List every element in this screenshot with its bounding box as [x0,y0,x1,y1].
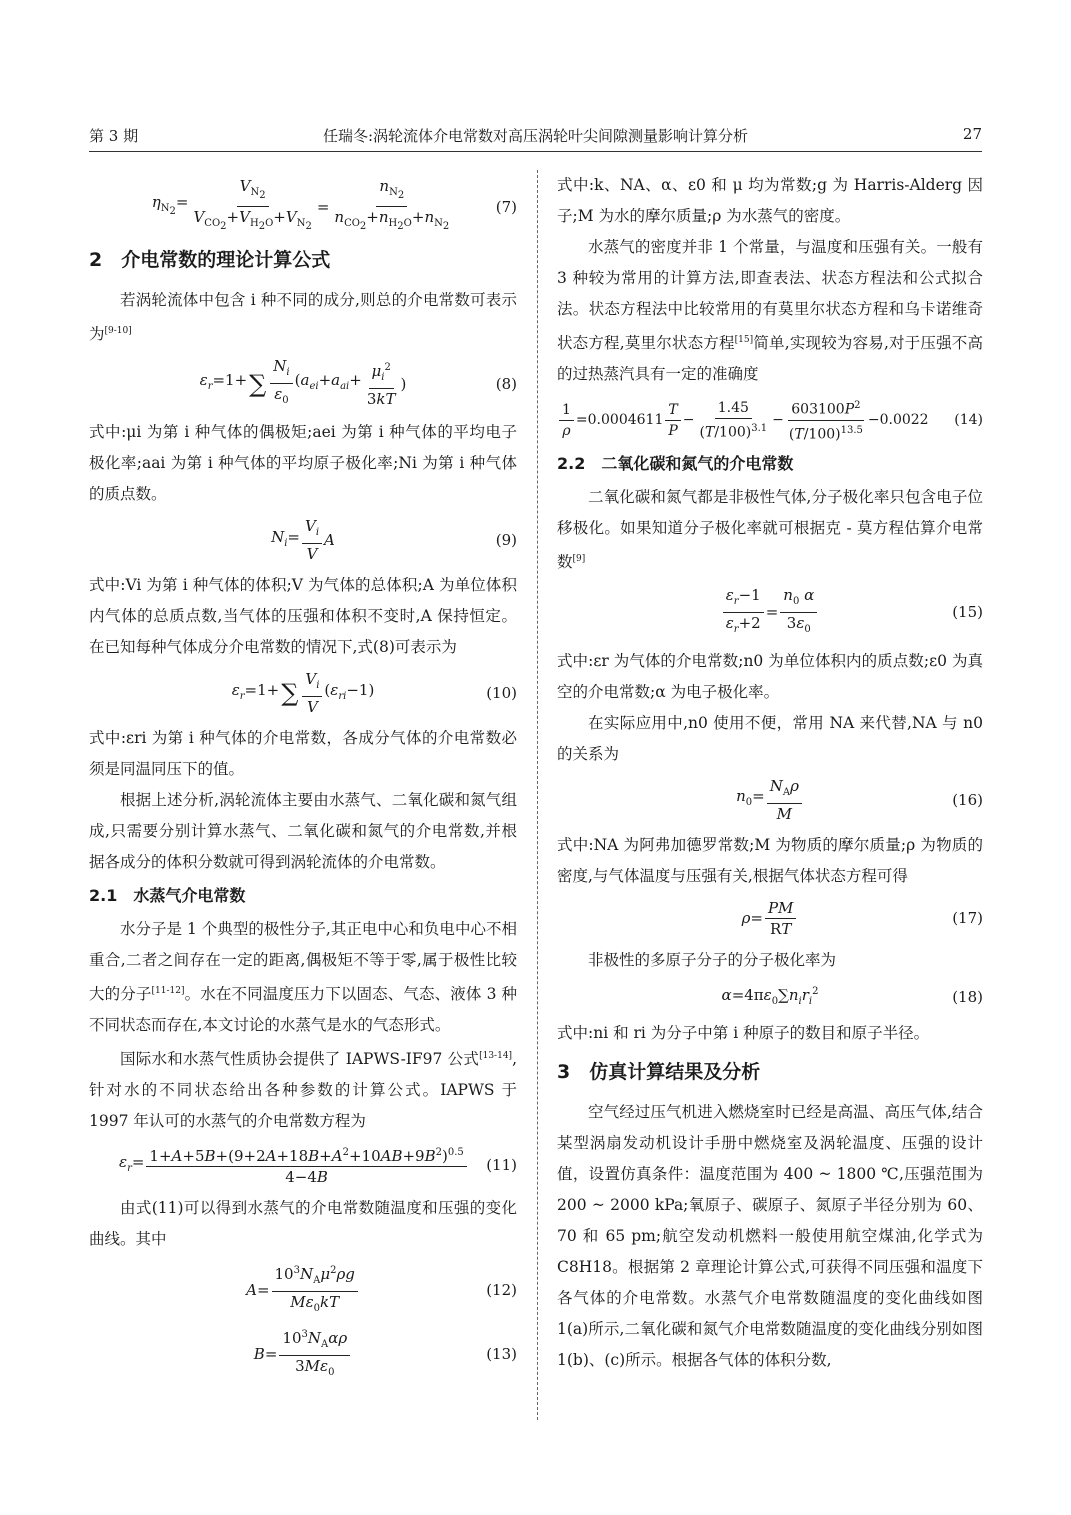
running-header [89,120,982,150]
equation-number: (11) [486,1156,517,1175]
equation-14: $\frac{1}{\rho}$ =0.0004611 $\frac{T}{P}$ − $\frac{1.45}{(T/100)^{3.1}}$ − $\frac{603100P^2}{(T/100)^{13.5}}$ −0.0022 (14) [557,396,983,444]
equation-8: $\varepsilon_r=1+$ ∑ $\frac{N_i}{\varepsilon_0}$ ($a_{ei}+a_{ai}+$ $\frac{\mu_i^2}{3kT}$ ) (8) [199,357,517,409]
paragraph: 式中:μi 为第 i 种气体的偶极矩;aei 为第 i 种气体的平均电子极化率;aai 为第 i 种气体的平均原子极化率;Ni 为第 i 种气体的质点数。 [89,423,517,504]
equation-number: (8) [495,374,517,393]
equation-12: A= $\frac{10^3N_A\mu^2\rho g}{M\varepsilon_0kT}$ (12) [89,1261,517,1319]
paragraph: 国际水和水蒸气性质协会提供了 IAPWS-IF97 公式[13-14],针对水的不同状态给出各种参数的计算公式。IAPWS 于 1997 年认可的水蒸气的介电常数方程为 [89,1050,517,1131]
equation-number: (7) [495,197,517,216]
section-heading-2-1: 2.1 水蒸气介电常数 [89,886,246,906]
paragraph: 式中:ni 和 ri 为分子中第 i 种原子的数目和原子半径。 [557,1023,930,1042]
section-heading-3: 3 仿真计算结果及分析 [557,1060,761,1083]
equation-number: (13) [486,1345,517,1364]
equation-number: (9) [495,531,517,550]
equation-number: (14) [954,412,983,429]
equation-number: (17) [952,909,983,928]
paragraph: 空气经过压气机进入燃烧室时已经是高温、高压气体,结合某型涡扇发动机设计手册中燃烧室及涡轮温度、压强的设计值，设置仿真条件：温度范围为 400 ~ 1800 ℃,压强范围为 200 ~ 2000 kPa;氧原子、碳原子、氮原子半径分别为 60、70 和 65 pm;航空发动机燃料一般使用航空煤油,化学式为 C8H18。根据第 2 章理论计算公式,可获得不同压强和温度下各气体的介电常数。水蒸气介电常数随温度的变化曲线如图 1(a)所示,二氧化碳和氮气介电常数随温度的变化曲线分别如图 1(b)、(c)所示。根据各气体的体积分数, [557,1102,983,1369]
right-column [557,170,983,1376]
paragraph: 非极性的多原子分子的分子极化率为 [588,950,837,969]
paragraph: 式中:εr 为气体的介电常数;n0 为单位体积内的质点数;ε0 为真空的介电常数;α 为电子极化率。 [557,651,983,701]
running-title: 任瑞冬:涡轮流体介电常数对高压涡轮叶尖间隙测量影响计算分析 [322,127,749,145]
equation-number: (10) [486,684,517,703]
equation-16: $n_0=$ $\frac{N_A\rho}{M}$ (16) [736,776,983,823]
section-heading-2-2: 2.2 二氧化碳和氮气的介电常数 [557,454,794,474]
equation-number: (18) [952,987,983,1006]
equation-13: B= $\frac{10^3N_A\alpha\rho}{3M\varepsilon_0}$ (13) [89,1325,517,1383]
equation-11: $\varepsilon_r=$ $\frac{1+A+5B+(9+2A+18B+A^2+10AB+9B^2)^{0.5}}{4-4B}$ (11) [89,1143,517,1187]
equation-7: $\eta_{N_2}=$ $\frac{V_{N_2}}{V_{CO_2}+V_{H_2O}+V_{N_2}}$ = $\frac{n_{N_2}}{n_{CO_2}+n_{H_2O}+n_{N_2}}$ (7) [151,177,517,232]
paragraph: 式中:εri 为第 i 种气体的介电常数，各成分气体的介电常数必须是同温同压下的值。 [89,729,517,779]
column-divider [537,170,538,1420]
page-number: 27 [962,125,982,143]
left-column [89,170,517,1389]
equation-number: (16) [952,790,983,809]
issue-label: 第 3 期 [89,127,139,145]
equation-18: $\alpha=4\pi\varepsilon_0\sum n_ir_i^2$ (18) [721,985,983,1007]
paragraph: 水蒸气的密度并非 1 个常量，与温度和压强有关。一般有 3 种较为常用的计算方法,即查表法、状态方程法和公式拟合法。状态方程法中比较常用的有莫里尔状态方程和乌卡诺维奇状态方程,莫里尔状态方程[15]简单,实现较为容易,对于压强不高的过热蒸汽具有一定的准确度 [557,238,983,384]
section-heading-2: 2 介电常数的理论计算公式 [89,249,331,271]
equation-15: $\frac{\varepsilon_r-1}{\varepsilon_r+2}$ = $\frac{n_0 \alpha}{3\varepsilon_0}$ (15) [557,585,983,640]
equation-17: ρ= $\frac{PM}{RT}$ (17) [741,898,983,938]
paragraph: 式中:NA 为阿弗加德罗常数;M 为物质的摩尔质量;ρ 为物质的密度,与气体温度与压强有关,根据气体状态方程可得 [557,835,983,885]
paragraph: 由式(11)可以得到水蒸气的介电常数随温度和压强的变化曲线。其中 [89,1199,517,1249]
paragraph: 水分子是 1 个典型的极性分子,其正电中心和负电中心不相重合,二者之间存在一定的距离,偶极矩不等于零,属于极性比较大的分子[11-12]。水在不同温度压力下以固态、气态、液体 3 种不同状态而存在,本文讨论的水蒸气是水的气态形式。 [89,920,517,1035]
paragraph: 根据上述分析,涡轮流体主要由水蒸气、二氧化碳和氮气组成,只需要分别计算水蒸气、二氧化碳和氮气的介电常数,并根据各成分的体积分数就可得到涡轮流体的介电常数。 [89,791,517,872]
paragraph: 式中:k、NA、α、ε0 和 μ 均为常数;g 为 Harris-Alderg 因子;M 为水的摩尔质量;ρ 为水蒸气的密度。 [557,176,983,225]
equation-9: $N_i=$ $\frac{V_i}{V}$ A (9) [271,517,517,564]
equation-number: (12) [486,1281,517,1300]
paragraph: 若涡轮流体中包含 i 种不同的成分,则总的介电常数可表示为[9-10] [89,291,517,344]
equation-number: (15) [952,603,983,622]
equation-10: $\varepsilon_r=1+$ ∑ $\frac{V_i}{V}$ $(\varepsilon_{ri}-1)$ (10) [231,670,517,717]
paragraph: 二氧化碳和氮气都是非极性气体,分子极化率只包含电子位移极化。如果知道分子极化率就可根据克 - 莫方程估算介电常数[9] [557,488,983,572]
header-rule [89,151,982,152]
paragraph: 在实际应用中,n0 使用不便，常用 NA 来代替,NA 与 n0 的关系为 [557,713,983,763]
paragraph: 式中:Vi 为第 i 种气体的体积;V 为气体的总体积;A 为单位体积内气体的总质点数,当气体的压强和体积不变时,A 保持恒定。在已知每种气体成分介电常数的情况下,式(8)可表示为 [89,576,517,657]
